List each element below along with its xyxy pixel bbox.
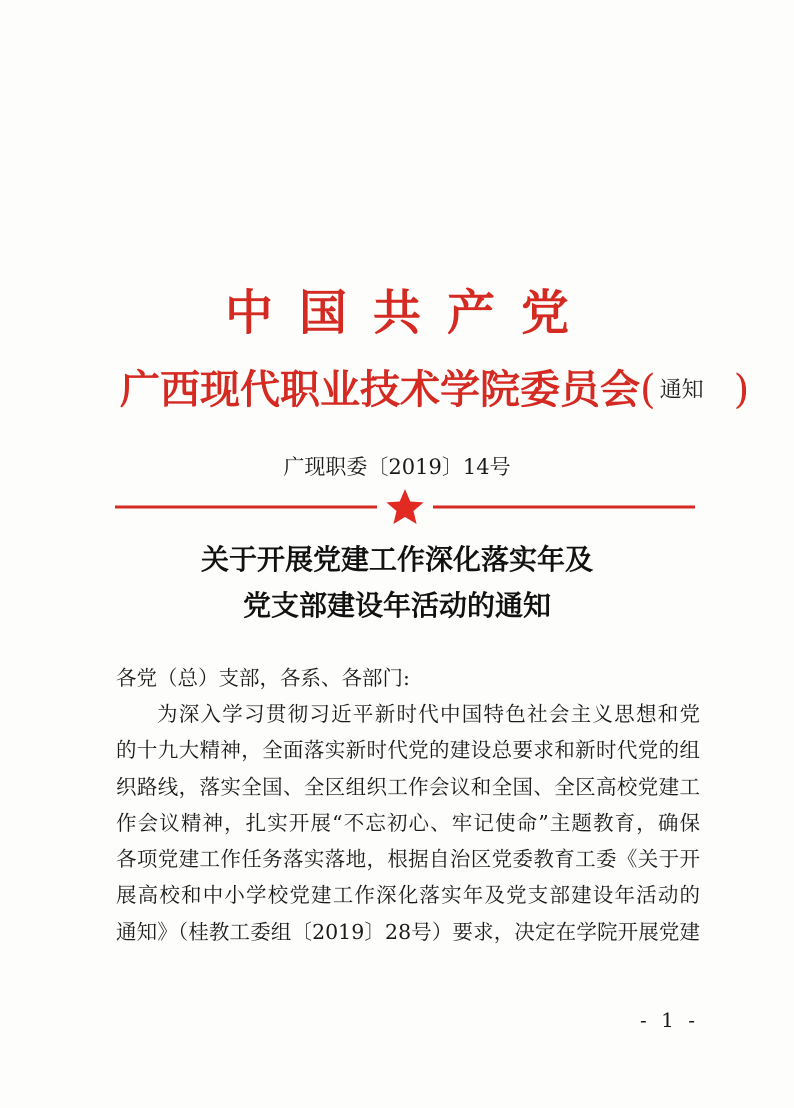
page-number: - 1 - bbox=[640, 1008, 699, 1032]
body-line-6: 展高校和中小学校党建工作深化落实年及党支部建设年活动的 bbox=[116, 883, 700, 908]
doc-type-label: 通知 bbox=[659, 378, 704, 403]
red-star-icon bbox=[386, 489, 423, 524]
body-line-1: 为深入学习贯彻习近平新时代中国特色社会主义思想和党 bbox=[157, 702, 700, 726]
body-line-4: 作会议精神，扎实开展“不忘初心、牢记使命”主题教育，确保 bbox=[116, 810, 700, 835]
body-line-5: 各项党建工作任务落实落地，根据自治区党委教育工委《关于开 bbox=[116, 847, 700, 872]
org-name-line1: 中国共产党 bbox=[224, 285, 595, 341]
doc-type-paren-open: ( bbox=[640, 367, 656, 413]
org-name-line2 bbox=[120, 360, 749, 421]
body-line-7: 通知》（桂教工委组〔2019〕28号）要求，决定在学院开展党建 bbox=[116, 919, 700, 944]
document-body bbox=[116, 660, 700, 950]
red-header-divider bbox=[115, 486, 695, 526]
org-committee-name: 广西现代职业技术学院委员会 bbox=[120, 366, 640, 413]
salutation: 各党（总）支部，各系、各部门: bbox=[116, 666, 410, 690]
body-line-2: 的十九大精神，全面落实新时代党的建设总要求和新时代党的组 bbox=[116, 738, 700, 763]
document-number: 广现职委〔2019〕14号 bbox=[283, 455, 511, 479]
title-line-2: 党支部建设年活动的通知 bbox=[242, 589, 551, 622]
title-line-1: 关于开展党建工作深化落实年及 bbox=[200, 543, 593, 576]
document-title bbox=[0, 537, 794, 629]
body-line-3: 织路线，落实全国、全区组织工作会议和全国、全区高校党建工 bbox=[116, 774, 700, 799]
doc-type-paren-close: ) bbox=[733, 367, 750, 413]
